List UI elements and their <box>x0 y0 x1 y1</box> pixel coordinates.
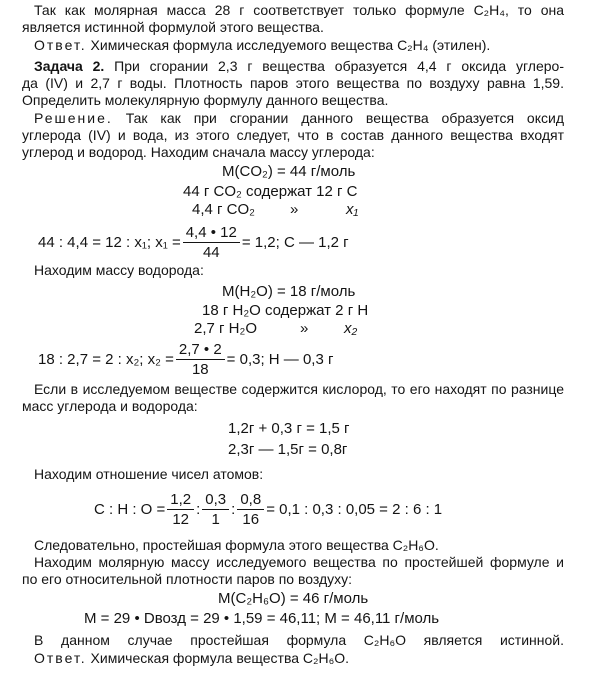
carbon-proportion-row-2-right: x₁ <box>346 201 359 218</box>
answer-1 <box>34 37 490 54</box>
ratio-fraction-hydrogen <box>202 491 229 528</box>
conclusion-line-3: по его относительной плотности паров по воздуху: <box>22 571 353 587</box>
ratio-fraction-hydrogen-numerator: 0,3 <box>202 491 229 510</box>
ratio-separator-2: : <box>231 500 236 518</box>
density-calculation: M = 29 • Dвозд = 29 • 1,59 = 46,11; M = 46,11 г/моль <box>84 610 440 627</box>
hydrogen-proportion-row-2-left: 2,7 г H₂O <box>194 320 257 337</box>
hydrogen-fraction <box>176 341 225 378</box>
ratio-fraction-oxygen-numerator: 0,8 <box>237 491 264 510</box>
carbon-proportion-row-1: 44 г CO₂ содержат 12 г C <box>183 183 358 200</box>
answer-2-text: Химическая формула вещества C₂H₆O. <box>90 650 349 666</box>
hydrogen-proportion-row-2-mid: » <box>300 320 309 337</box>
solution-label: Решение. <box>34 110 113 126</box>
c2h6o-molar-mass: M(C₂H₆O) = 46 г/моль <box>218 590 369 607</box>
hydrogen-equation-left: 18 : 2,7 = 2 : x₂; x₂ = <box>38 350 174 368</box>
carbon-fraction-denominator: 44 <box>202 243 220 261</box>
hydrogen-equation <box>38 335 333 383</box>
hydrogen-molar-mass: M(H₂O) = 18 г/моль <box>222 283 356 300</box>
ratio-right: = 0,1 : 0,3 : 0,05 = 2 : 6 : 1 <box>266 500 443 518</box>
atom-ratio-equation <box>94 484 442 534</box>
carbon-molar-mass: M(CO₂) = 44 г/моль <box>222 163 356 180</box>
solution-line-2: углерода (IV) и вода, из этого следует, что в состав данного вещества входят <box>22 127 564 143</box>
oxygen-equation-1: 1,2г + 0,3 г = 1,5 г <box>228 420 350 437</box>
task-2-line-1 <box>34 58 564 75</box>
carbon-fraction <box>183 224 240 261</box>
hydrogen-proportion-row-1: 18 г H₂O содержат 2 г H <box>202 302 369 319</box>
ratio-fraction-hydrogen-denominator: 1 <box>211 510 220 528</box>
task-2-text-1: При сгорании 2,3 г вещества образуется 4,4 г оксида углеро- <box>114 58 564 74</box>
task-2-label: Задача 2. <box>34 58 105 74</box>
oxygen-line-2: масс углерода и водорода: <box>22 398 198 414</box>
oxygen-equation-2: 2,3г — 1,5г = 0,8г <box>228 441 348 458</box>
hydrogen-proportion-row-2-right: x₂ <box>344 320 358 337</box>
solution-line-3: углерод и водород. Находим сначала массу углерода: <box>22 144 375 160</box>
ratio-left: C : H : O = <box>94 500 166 518</box>
ratio-separator-1: : <box>196 500 201 518</box>
ratio-intro: Находим отношение чисел атомов: <box>34 466 264 482</box>
carbon-proportion-row-2-mid: » <box>290 201 299 218</box>
ratio-fraction-carbon-denominator: 12 <box>172 510 190 528</box>
answer-1-label: Ответ. <box>34 37 87 53</box>
task-2-line-2: да (IV) и 2,7 г воды. Плотность паров этого вещества по воздуху равна 1,59. <box>22 75 564 91</box>
answer-1-text: Химическая формула исследуемого вещества C₂H₄ (этилен). <box>90 37 491 53</box>
answer-2 <box>34 650 349 667</box>
conclusion-line-4: В данном случае простейшая формула C₂H₆O является истинной. <box>34 632 564 648</box>
conclusion-line-2: Находим молярную массу исследуемого вещества по простейшей формуле и <box>34 554 564 570</box>
ratio-fraction-carbon <box>167 491 194 528</box>
intro-line-1: Так как молярная масса 28 г соответствует только формуле C₂H₄, то она <box>34 2 564 18</box>
solution-line-1 <box>34 110 564 127</box>
carbon-proportion-row-2-left: 4,4 г CO₂ <box>192 201 255 218</box>
ratio-fraction-carbon-numerator: 1,2 <box>167 491 194 510</box>
solution-text-1: Так как при сгорании данного вещества образуется оксид <box>125 110 564 126</box>
conclusion-line-1: Следовательно, простейшая формула этого вещества C₂H₆O. <box>34 537 439 553</box>
carbon-fraction-numerator: 4,4 • 12 <box>183 224 240 243</box>
task-2-line-3: Определить молекулярную формулу данного вещества. <box>22 92 389 108</box>
hydrogen-equation-right: = 0,3; H — 0,3 г <box>226 350 334 368</box>
carbon-equation <box>38 218 349 266</box>
oxygen-line-1: Если в исследуемом веществе содержится кислород, то его находят по разнице <box>34 381 564 397</box>
hydrogen-fraction-denominator: 18 <box>191 360 209 378</box>
intro-line-2: является истинной формулой этого вещества. <box>22 19 324 35</box>
ratio-fraction-oxygen <box>237 491 264 528</box>
carbon-equation-right: = 1,2; C — 1,2 г <box>241 233 349 251</box>
carbon-equation-left: 44 : 4,4 = 12 : x₁; x₁ = <box>38 233 181 251</box>
ratio-fraction-oxygen-denominator: 16 <box>242 510 260 528</box>
hydrogen-intro: Находим массу водорода: <box>34 262 204 278</box>
hydrogen-fraction-numerator: 2,7 • 2 <box>176 341 225 360</box>
answer-2-label: Ответ. <box>34 650 87 666</box>
